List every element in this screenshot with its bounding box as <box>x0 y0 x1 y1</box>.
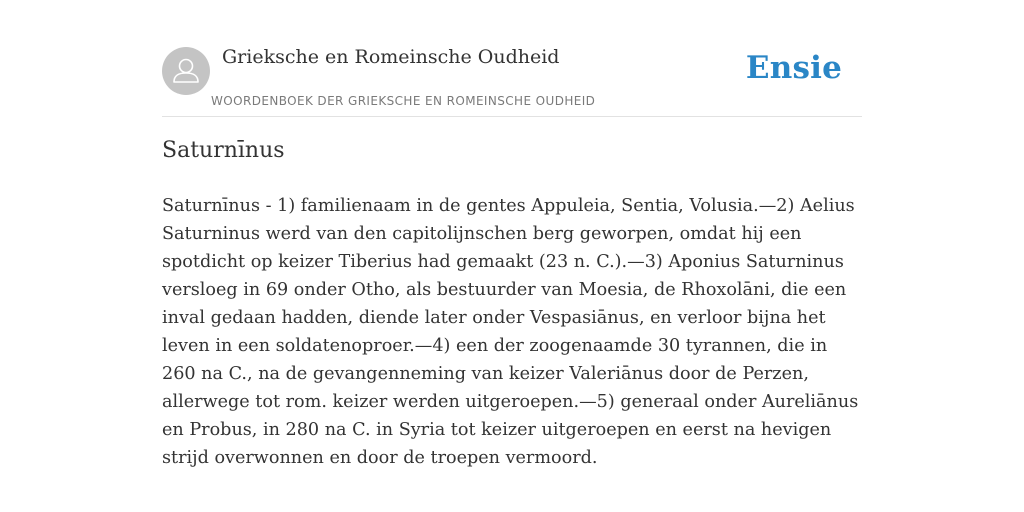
entry-title: Saturnīnus <box>162 138 285 163</box>
entry-body: Saturnīnus - 1) familienaam in de gentes Appuleia, Sentia, Volusia.—2) Aelius Saturninus werd van den capitolijnschen berg geworpen, omdat hij een spotdicht op keizer Tiberius had gemaakt (23 n. C.).—3) Aponius Saturninus versloeg in 69 onder Otho, als bestuurder van Moesia, de Rhoxolāni, die een inval gedaan hadden, diende later onder Vespasiānus, en verloor bijna het leven in een soldatenoproer.—4) een der zoogenaamde 30 tyrannen, die in 260 na C., na de gevangenneming van keizer Valeriānus door de Perzen, allerwege tot rom. keizer werden uitgeroepen.—5) generaal onder Aureliānus en Probus, in 280 na C. in Syria tot keizer uitgeroepen en eerst na hevigen strijd overwonnen en door de troepen vermoord. <box>162 196 859 468</box>
ensie-logo[interactable]: Ensie <box>745 50 842 86</box>
avatar-silhouette <box>162 47 210 95</box>
source-title[interactable]: Grieksche en Romeinsche Oudheid <box>222 46 560 68</box>
source-subtitle[interactable]: WOORDENBOEK DER GRIEKSCHE EN ROMEINSCHE OUDHEID <box>211 94 596 108</box>
user-avatar-icon[interactable] <box>162 47 210 95</box>
header <box>162 0 862 117</box>
entry-card <box>162 0 862 512</box>
